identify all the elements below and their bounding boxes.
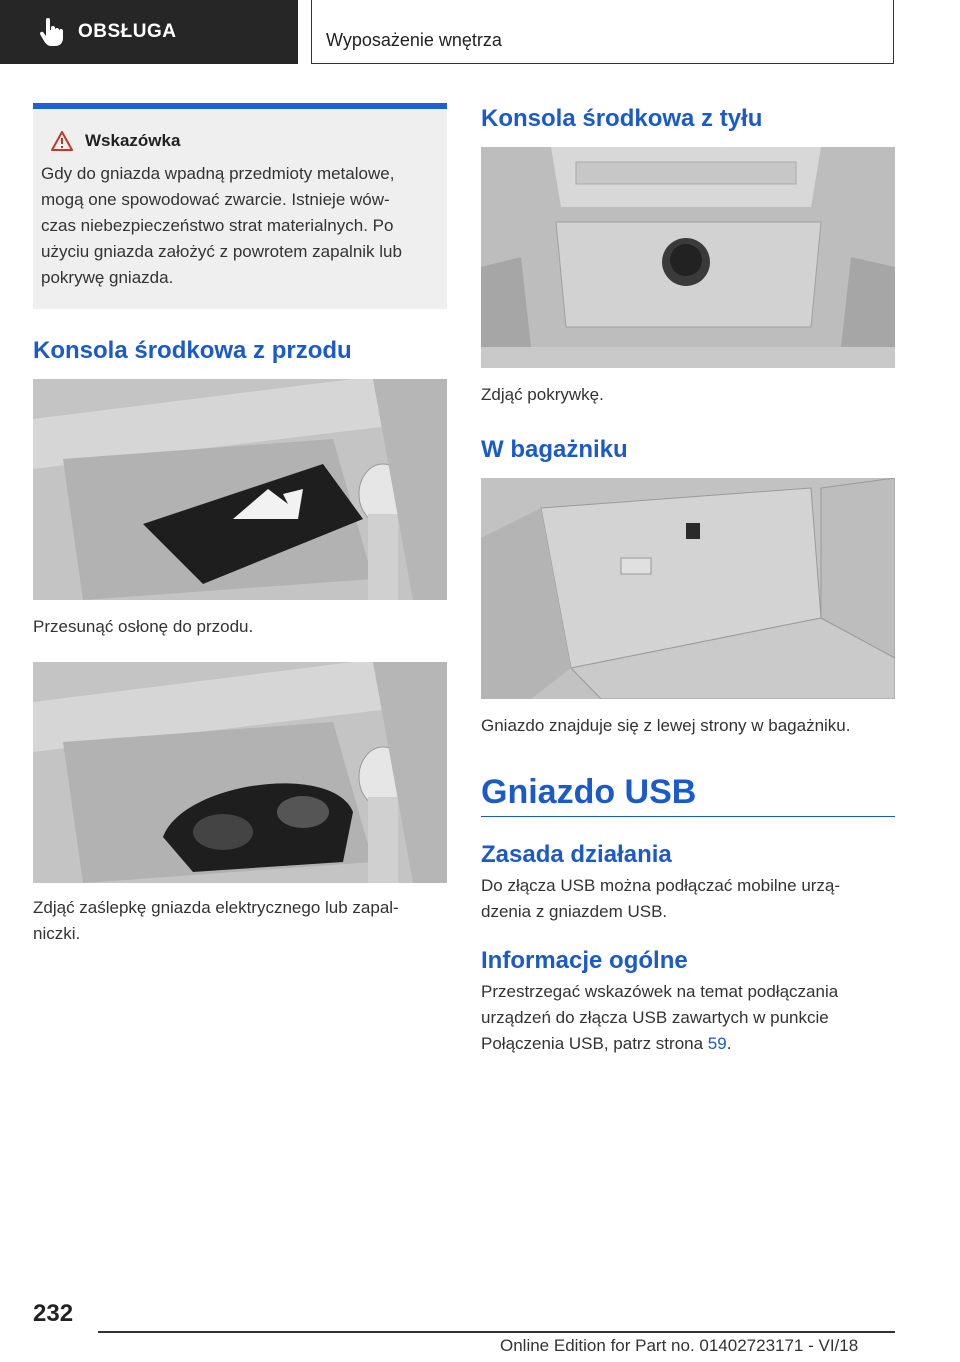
- page-link[interactable]: 59: [707, 1034, 727, 1053]
- edition-info: Online Edition for Part no. 01402723171 - VI/18: [500, 1336, 859, 1355]
- trunk-photo: [481, 478, 895, 699]
- warning-box: [33, 103, 447, 309]
- front-console-photo-cover: [33, 379, 447, 600]
- hand-pointer-icon: [38, 17, 64, 47]
- trunk-heading: W bagażniku: [481, 436, 628, 463]
- warning-line: użyciu gniazda założyć z powrotem zapalnik lub: [41, 242, 402, 261]
- front-console-heading: Konsola środkowa z przodu: [33, 337, 352, 364]
- warning-body: [41, 161, 437, 291]
- trunk-illustration: [481, 478, 895, 699]
- rear-console-illustration: [481, 147, 895, 368]
- warning-line: pokrywę gniazda.: [41, 268, 174, 287]
- caption-rear: Zdjąć pokrywkę.: [481, 385, 604, 404]
- general-line-suffix: .: [726, 1034, 732, 1053]
- socket-illustration: [33, 662, 447, 883]
- footer-divider: [98, 1331, 895, 1333]
- general-line: urządzeń do złącza USB zawartych w punkcie: [481, 1008, 829, 1027]
- general-line-prefix: Połączenia USB, patrz strona: [481, 1034, 708, 1053]
- warning-title-text: Wskazówka: [85, 131, 181, 150]
- section-tab: [0, 0, 298, 64]
- caption-trunk: Gniazdo znajduje się z lewej strony w bagażniku.: [481, 716, 851, 735]
- warning-line: mogą one spowodować zwarcie. Istnieje wów-: [41, 190, 390, 209]
- front-console-photo-socket: [33, 662, 447, 883]
- warning-title: [51, 131, 437, 151]
- caption-socket-line: niczki.: [33, 924, 81, 943]
- general-text: [481, 979, 895, 1057]
- front-console-illustration: [33, 379, 447, 600]
- warning-line: czas niebezpieczeństwo strat materialnych. Po: [41, 216, 394, 235]
- general-line: Przestrzegać wskazówek na temat podłączania: [481, 982, 839, 1001]
- right-column: [481, 103, 895, 1057]
- caption-cover: Przesunąć osłonę do przodu.: [33, 617, 254, 636]
- principle-heading: Zasada działania: [481, 841, 672, 868]
- principle-text: [481, 873, 895, 925]
- warning-triangle-icon: [51, 131, 73, 151]
- usb-heading: Gniazdo USB: [481, 773, 895, 817]
- rear-console-photo: [481, 147, 895, 368]
- chapter-title: Wyposażenie wnętrza: [326, 30, 502, 50]
- general-heading: Informacje ogólne: [481, 947, 688, 974]
- chapter-header: [311, 0, 894, 64]
- left-column: [33, 103, 447, 947]
- warning-line: Gdy do gniazda wpadną przedmioty metalowe,: [41, 164, 395, 183]
- section-tab-label: OBSŁUGA: [78, 21, 177, 42]
- caption-socket-line: Zdjąć zaślepkę gniazda elektrycznego lub zapal-: [33, 898, 399, 917]
- rear-console-heading: Konsola środkowa z tyłu: [481, 105, 763, 132]
- principle-line: Do złącza USB można podłączać mobilne urzą-: [481, 876, 841, 895]
- caption-socket: [33, 895, 447, 947]
- page-number: 232: [33, 1300, 74, 1327]
- principle-line: dzenia z gniazdem USB.: [481, 902, 668, 921]
